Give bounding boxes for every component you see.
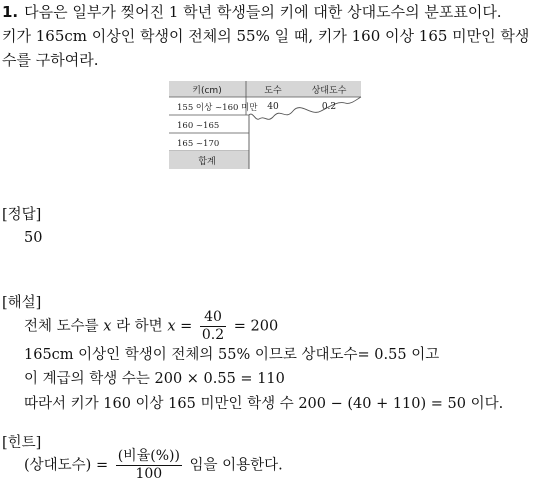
hint-formula: (상대도수) = $\frac{\text{(비율(\%))}}{100}$ 임을 이용한다. [24,448,283,482]
row-relative-frequency-1: 0.2 [321,102,337,112]
question-line-1: 다음은 일부가 찢어진 1 학년 학생들의 키에 대한 상대도수의 분포표이다. [24,3,502,21]
row-range-3: 165 ~170 [177,139,220,149]
torn-frequency-table [169,81,364,171]
row-range-2: 160 ~165 [177,121,220,131]
fraction-40-over-0.2: $\frac{40}{0.2}$ [201,309,225,343]
question-line-3: 수를 구하여라. [2,51,99,69]
header-height: 키(cm) [192,86,222,96]
question-text [2,0,532,72]
explanation-line-4: 따라서 키가 160 이상 165 미만인 학생 수 200 − (40 + 110) = 50 이다. [24,396,504,412]
torn-edge [249,97,361,119]
explanation-line-3: 이 계급의 학생 수는 200 × 0.55 = 110 [24,371,285,387]
explanation-label: [해설] [2,295,42,311]
row-range-1: 155 이상 ~160 미만 [177,103,258,113]
explanation-line-1: 전체 도수를 x 라 하면 x = $\frac{40}{0.2}$ = 200 [24,309,279,343]
question-number: 1. [2,3,19,21]
header-frequency: 도수 [264,86,282,96]
row-total-label: 합계 [198,157,216,167]
answer-value: 50 [24,230,43,246]
header-relative-frequency: 상대도수 [311,86,347,96]
hint-label: [힌트] [2,435,42,451]
question-line-2: 키가 165cm 이상인 학생이 전체의 55% 일 때, 키가 160 이상 165 미만인 학생 [2,27,530,45]
row-frequency-1: 40 [267,102,279,112]
answer-label: [정답] [2,207,42,223]
explanation-line-2: 165cm 이상인 학생이 전체의 55% 이므로 상대도수= 0.55 이고 [24,347,440,363]
fraction-ratio-over-100: $\frac{\text{(비율(\%))}}{100}$ [117,448,180,482]
